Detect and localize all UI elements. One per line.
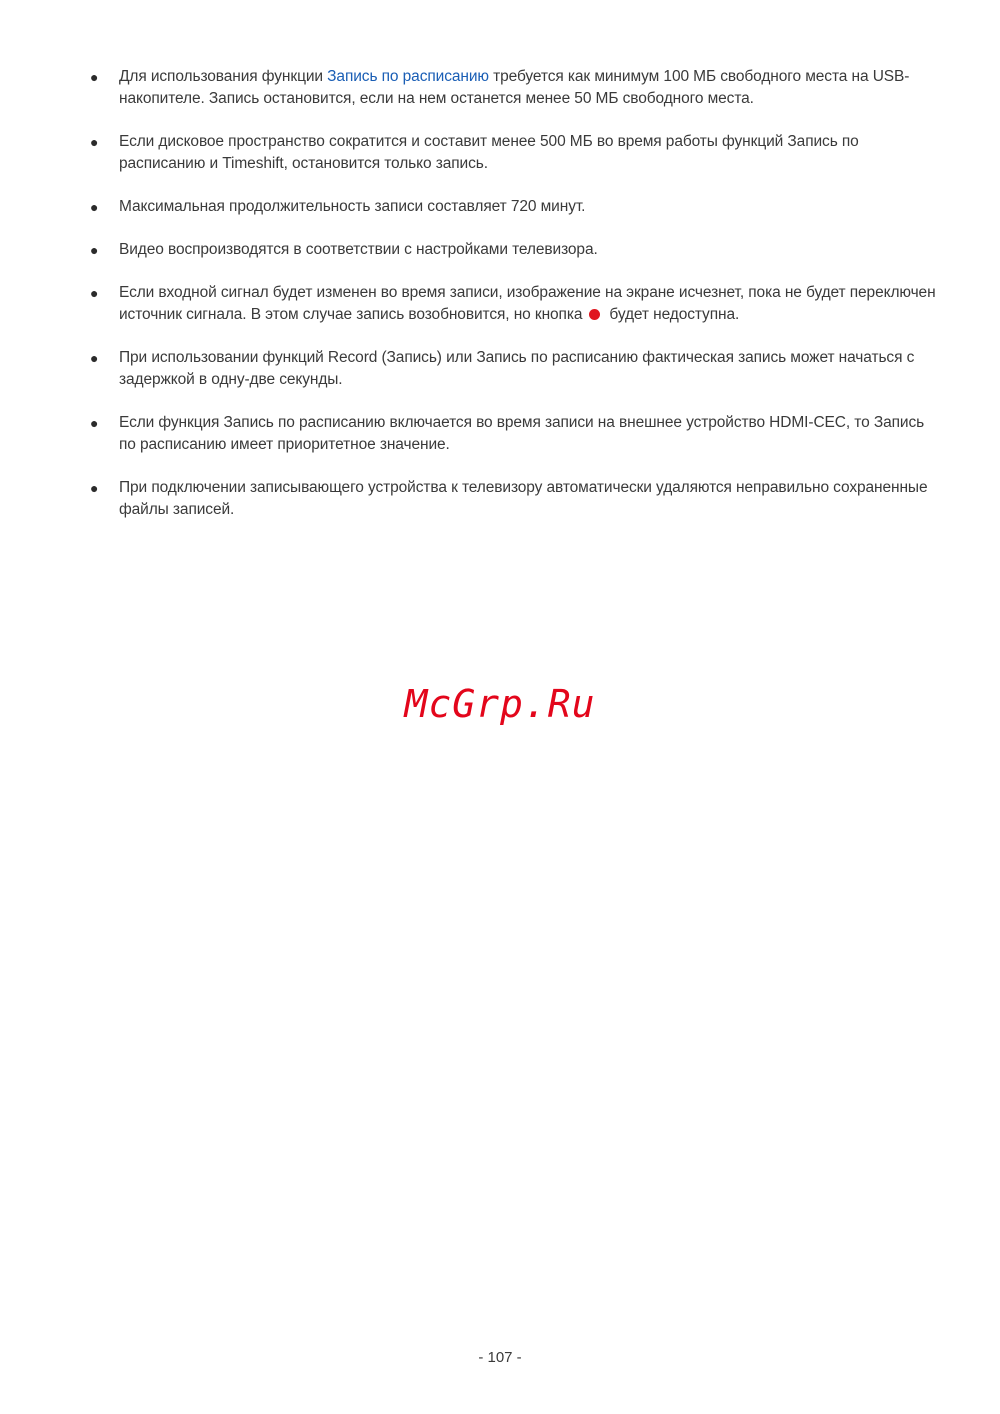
- bullet-marker: ●: [90, 242, 99, 258]
- page-number: - 107 -: [478, 1349, 522, 1366]
- list-item: [90, 477, 940, 521]
- bullet-text: При подключении записывающего устройства к телевизору автоматически удаляются неправильно сохраненные файлы записей.: [119, 479, 928, 518]
- watermark: McGrp.Ru: [404, 682, 596, 726]
- bullet-marker: ●: [90, 134, 99, 150]
- bullet-marker: ●: [90, 285, 99, 301]
- bullet-text: Видео воспроизводятся в соответствии с настройками телевизора.: [119, 241, 598, 258]
- bullet-marker: ●: [90, 69, 99, 85]
- list-item: [90, 131, 940, 175]
- bullet-text: Максимальная продолжительность записи составляет 720 минут.: [119, 198, 586, 215]
- bullet-text: Если дисковое пространство сократится и составит менее 500 МБ во время работы функций Запись по расписанию и Timeshift, остановится только запись.: [119, 133, 859, 172]
- bullet-text: Для использования функции Запись по расписанию требуется как минимум 100 МБ свободного места на USB-накопителе. Запись остановится, если на нем останется менее 50 МБ свободного места.: [119, 68, 910, 107]
- list-item: [90, 347, 940, 391]
- list-item: [90, 412, 940, 456]
- bullet-text: Если входной сигнал будет изменен во время записи, изображение на экране исчезнет, пока не будет переключен источник сигнала. В этом случае запись возобновится, но кнопка будет недоступна.: [119, 284, 936, 323]
- list-item: [90, 239, 940, 261]
- bullet-list: [90, 66, 940, 542]
- record-button-icon: [589, 309, 600, 320]
- list-item: [90, 282, 940, 326]
- bullet-text: При использовании функций Record (Запись) или Запись по расписанию фактическая запись может начаться с задержкой в одну-две секунды.: [119, 349, 915, 388]
- list-item: [90, 66, 940, 110]
- bullet-marker: ●: [90, 415, 99, 431]
- bullet-marker: ●: [90, 199, 99, 215]
- bullet-marker: ●: [90, 350, 99, 366]
- scheduled-recording-link[interactable]: Запись по расписанию: [327, 68, 489, 85]
- list-item: [90, 196, 940, 218]
- bullet-marker: ●: [90, 480, 99, 496]
- bullet-text: Если функция Запись по расписанию включается во время записи на внешнее устройство HDMI-CEC, то Запись по расписанию имеет приоритетное значение.: [119, 414, 925, 453]
